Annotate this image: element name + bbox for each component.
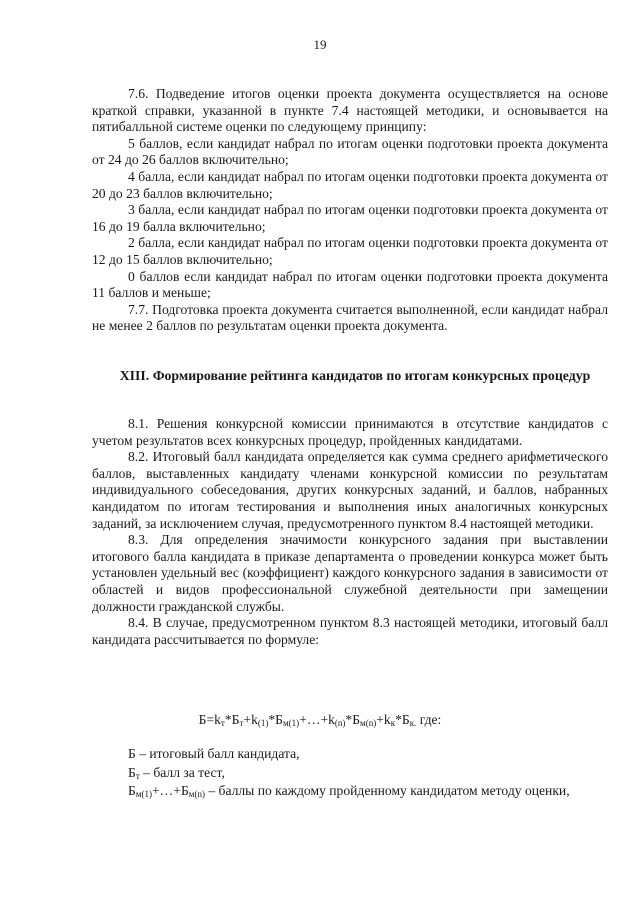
section-8-block — [92, 416, 608, 648]
grade-4-paragraph: 4 балла, если кандидат набрал по итогам оценки подготовки проекта документа от 20 до 23 баллов включительно; — [92, 168, 608, 201]
paragraph-7-7: 7.7. Подготовка проекта документа считается выполненной, если кандидат набрал не менее 2 баллов по результатам оценки проекта документа. — [92, 301, 608, 334]
definition-b: Б – итоговый балл кандидата, — [128, 746, 300, 761]
grade-3-paragraph: 3 балла, если кандидат набрал по итогам оценки подготовки проекта документа от 16 до 19 балла включительно; — [92, 202, 608, 234]
definition-bt: $Б_т$ – балл за тест, — [128, 764, 225, 781]
formula-definitions — [92, 746, 608, 800]
grade-0-paragraph: 0 баллов если кандидат набрал по итогам оценки подготовки проекта документа 11 баллов и меньше; — [92, 268, 608, 301]
paragraph-7-6: 7.6. Подведение итогов оценки проекта документа осуществляется на основе краткой справки, указанной в пункте 7.4 настоящей методики, и основывается на пятибалльной системе оценки по следующему принципу: — [92, 86, 608, 135]
grade-5-paragraph: 5 баллов, если кандидат набрал по итогам оценки подготовки проекта документа от 24 до 26 баллов включительно; — [92, 135, 608, 168]
paragraph-8-4: 8.4. В случае, предусмотренном пунктом 8.3 настоящей методики, итоговый балл кандидата рассчитывается по формуле: — [92, 615, 608, 647]
grade-2-paragraph: 2 балла, если кандидат набрал по итогам оценки подготовки проекта документа от 12 до 15 баллов включительно; — [92, 235, 608, 267]
section-heading: XIII. Формирование рейтинга кандидатов по итогам конкурсных процедур — [119, 368, 591, 383]
formula: $Б=k_т*Б_т+k_{(1)}*Б_{м(1)}+\dots+k_{(n)}*Б_{м(n)}+k_к*Б_{к.}$ где: — [198, 712, 442, 728]
section-7-block — [92, 86, 608, 335]
paragraph-8-1: 8.1. Решения конкурсной комиссии принимаются в отсутствие кандидатов с учетом результатов всех конкурсных процедур, пройденных кандидатами. — [92, 416, 608, 448]
paragraph-8-3: 8.3. Для определения значимости конкурсного задания при выставлении итогового балла кандидата в приказе департамента о проведении конкурса может быть установлен удельный вес (коэффициент) каждого конкурсного задания в зависимости от областей и видов профессиональной служебной деятельности при замещении должности гражданской службы. — [92, 532, 608, 614]
paragraph-8-2: 8.2. Итоговый балл кандидата определяется как сумма среднего арифметического баллов, выставленных кандидату членами конкурсной комиссии по результатам индивидуального собеседования, других конкурсных заданий, и баллов, набранных кандидатом по итогам тестирования и выполнения иных аналогичных конкурсных заданий, за исключением случая, предусмотренного пунктом 8.4 настоящей методики. — [92, 449, 608, 531]
page-number: 19 — [313, 37, 327, 52]
definition-bm: $Б_{м(1)}+\dots+Б_{м(n)}$ – баллы по каждому пройденному кандидатом методу оценки, — [128, 783, 570, 800]
